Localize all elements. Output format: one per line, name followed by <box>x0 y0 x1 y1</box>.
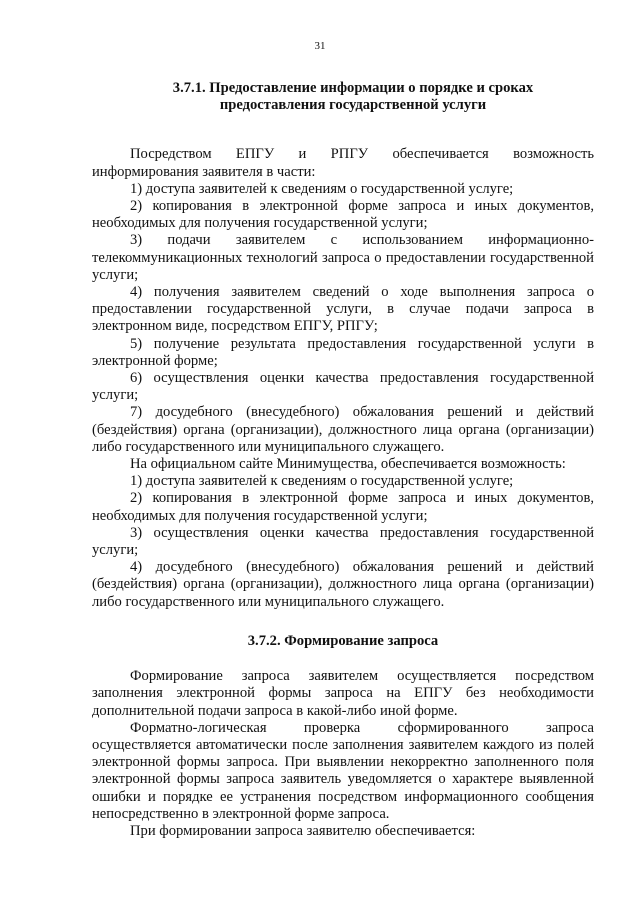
paragraph: При формировании запроса заявителю обеспечивается: <box>130 822 476 839</box>
list-item: 5) получение результата предоставления государственной услуги в электронной форме; <box>92 335 594 369</box>
paragraph: Формирование запроса заявителем осуществляется посредством заполнения электронной формы запроса на ЕПГУ без необходимости дополнительной подачи запроса в какой-либо иной форме. <box>92 668 594 719</box>
section-heading-3-7-1 <box>92 80 594 114</box>
section-heading-3-7-2: 3.7.2. Формирование запроса <box>247 632 439 649</box>
paragraph: Посредством ЕПГУ и РПГУ обеспечивается возможность информирования заявителя в части: <box>92 146 594 180</box>
list-item: 1) доступа заявителей к сведениям о государственной услуге; <box>130 180 514 197</box>
list-item: 3) подачи заявителем с использованием информационно-телекоммуникационных технологий запроса о предоставлении государственной услуги; <box>92 232 594 283</box>
list-item: 2) копирования в электронной форме запроса и иных документов, необходимых для получения государственной услуги; <box>92 198 594 232</box>
page-number: 31 <box>314 40 326 52</box>
list-item: 7) досудебного (внесудебного) обжалования решений и действий (бездействия) органа (организации), должностного лица органа (организации) либо государственного или муниципального служащего. <box>92 404 594 455</box>
list-item: 1) доступа заявителей к сведениям о государственной услуге; <box>130 473 514 490</box>
heading-line: 3.7.1. Предоставление информации о порядке и сроках <box>172 80 534 96</box>
list-item: 4) получения заявителем сведений о ходе выполнения запроса о предоставлении государственной услуги, в случае подачи запроса в электронном виде, посредством ЕПГУ, РПГУ; <box>92 284 594 335</box>
paragraph: На официальном сайте Минимущества, обеспечивается возможность: <box>130 456 566 473</box>
list-item: 2) копирования в электронной форме запроса и иных документов, необходимых для получения государственной услуги; <box>92 490 594 524</box>
paragraph: Форматно-логическая проверка сформированного запроса осуществляется автоматически после заполнения заявителем каждого из полей электронной формы запроса. При выявлении некорректно заполненного поля электронной формы запроса заявитель уведомляется о характере выявленной ошибки и порядке ее устранения посредством информационного сообщения непосредственно в электронной форме запроса. <box>92 719 594 822</box>
list-item: 3) осуществления оценки качества предоставления государственной услуги; <box>92 524 594 559</box>
list-item: 4) досудебного (внесудебного) обжалования решений и действий (бездействия) органа (организации), должностного лица органа (организации) либо государственного или муниципального служащего. <box>92 559 594 610</box>
document-body <box>92 80 594 840</box>
heading-line: предоставления государственной услуги <box>219 97 487 114</box>
list-item: 6) осуществления оценки качества предоставления государственной услуги; <box>92 370 594 404</box>
